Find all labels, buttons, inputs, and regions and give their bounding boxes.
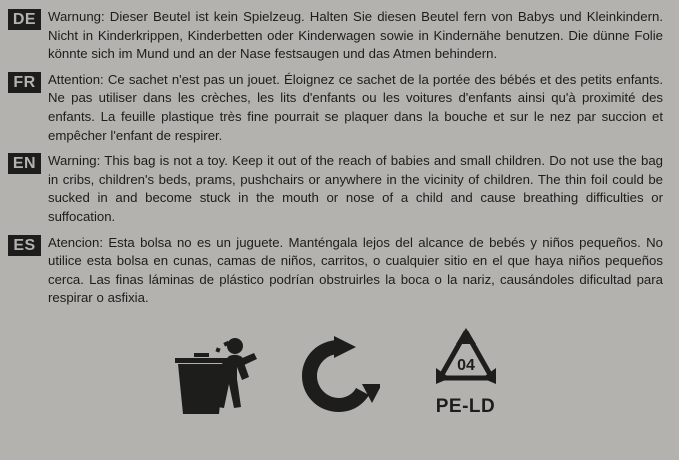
language-tag-fr: FR [8,72,41,93]
mobius-loop-recycling-icon [420,326,512,394]
warning-block-fr [8,71,665,145]
tidy-man-symbol [172,336,258,418]
language-tag-de: DE [8,9,41,30]
language-tag-es: ES [8,235,41,256]
warning-text-de: Warnung: Dieser Beutel ist kein Spielzeug. Halten Sie diesen Beutel fern von Babys und Kleinkindern. Nicht in Kinderkrippen, Kinderbetten oder Kinderwagen sowie in Kindernähe benutzen. Die dünne Folie könnte sich im Mund und an der Nase festsaugen und das Atmen behindern. [48,9,663,62]
warning-text-fr: Attention: Ce sachet n'est pas un jouet. Éloignez ce sachet de la portée des bébés et des petits enfants. Ne pas utiliser dans les crèches, les lits d'enfants ou les voitures d'enfants ainsi qu'à proximité des enfants. La feuille plastique très fine pourrait se plaquer dans la bouche et sur le nez par succion et empêcher l'enfant de respirer. [48,71,663,143]
material-code-caption: PE-LD [435,395,496,417]
warning-text-en: Warning: This bag is not a toy. Keep it out of the reach of babies and small children. Do not use the bag in cribs, children's beds, prams, pushchairs or anywhere in the vicinity of children. The thin foil could be sucked in and become stuck in the mouth or nose of a child and cause breathing difficulties or suffocation. [48,153,663,224]
green-dot-recycling-icon [298,336,380,416]
warning-block-de [8,8,665,64]
symbol-row [8,326,665,418]
warning-text-es: Atencion: Esta bolsa no es un juguete. Manténgala lejos del alcance de bebés y niños pequeños. No utilice esta bolsa en cunas, camas de niños, carritos, o cualquier sitio en el que haya niños pequeños cerca. Las finas láminas de plástico podrían obstruirles la boca o la nariz, causándoles dificultad para respirar o asfixia. [48,234,663,306]
mobius-loop-symbol [420,326,512,418]
warning-block-es [8,234,665,308]
recycling-code-number: 04 [456,356,475,374]
language-tag-en: EN [8,153,41,174]
warning-block-en [8,152,665,226]
green-dot-symbol [298,336,380,418]
tidy-man-bin-icon [172,336,258,416]
